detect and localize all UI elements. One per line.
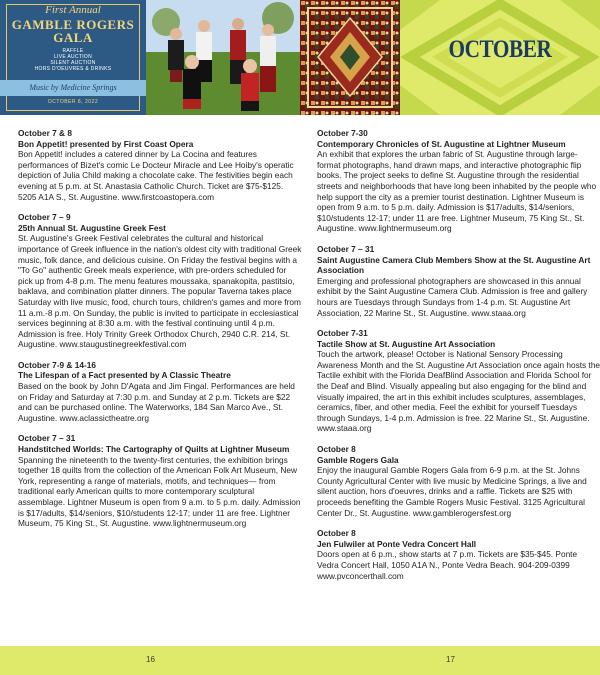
event-description: Emerging and professional photographers are showcased in this annual exhibit by the Saint Augustine Camera Club. Admission is free and gallery hours are Tuesdays through Sundays from 1-4 p.m. St. Augustine Art Association, 22 Marine St., St. Augustine. www.staaa.org bbox=[317, 275, 588, 318]
event-title: Handstitched Worlds: The Cartography of Quilts at Lightner Museum bbox=[18, 444, 290, 455]
event-lifespan-of-a-fact bbox=[18, 360, 302, 424]
event-title: Saint Augustine Camera Club Members Show at the St. Augustine Art Association bbox=[317, 254, 591, 276]
poster-detail-hors-doeuvres: HORS D'OEUVRES & DRINKS bbox=[34, 66, 112, 72]
poster-first-annual: First Annual bbox=[45, 4, 101, 16]
event-title: 25th Annual St. Augustine Greek Fest bbox=[18, 222, 166, 233]
poster-music-band: Music by Medicine Springs bbox=[0, 80, 146, 96]
event-description: Bon Appetit! includes a catered dinner by La Cocina and features performances of Bizet's comic Le Docteur Miracle and Lee Hoiby's operatic depiction of Julia Child making a chocolate cake. The festivities begin each evening at 5 p.m. at St. Anastasia Catholic Church. Ticket are $75-$125. 5205 A1A S., St. Augustine. www.firstcoastopera.com bbox=[18, 149, 294, 202]
event-handstitched-worlds bbox=[18, 433, 302, 528]
month-panel bbox=[400, 0, 600, 115]
poster-detail-live-auction: LIVE AUCTION bbox=[53, 54, 93, 60]
poster-detail-silent-auction: SILENT AUCTION bbox=[50, 60, 96, 66]
event-description: Touch the artwork, please! October is National Sensory Processing Awareness Month and the St. Augustine Art Association once again hosts the Tactile exhibit with the Florida DeafBlind Association and Florida School for the Deaf and Blind. Visually appealing but also engaging for the blind and visually impaired, the art in this exhibit includes sculptures, assemblages, ceramics, fiber, and other media. Feel the exhibit for yourself Tuesdays through Sundays, 1-4 p.m. Admission is free. 22 Marine St., St. Augustine. www.staaa.org bbox=[317, 349, 600, 434]
event-greek-fest bbox=[18, 212, 302, 350]
poster-title-line2: GALA bbox=[53, 30, 93, 45]
right-column-events bbox=[317, 128, 600, 591]
event-date: October 7-9 & 14-16 bbox=[18, 359, 96, 370]
left-column-events bbox=[18, 128, 302, 539]
event-description: Enjoy the inaugural Gamble Rogers Gala from 6-9 p.m. at the St. Johns County Agricultural Center with live music by Medicine Springs, a live and silent auction, hors d'oeuvres, drinks and a raffle. Tickets are $25 with proceeds benefiting the Gamble Rogers Music Festival. 3125 Agricultural Center Dr., St. Augustine. www.gamblerogersfest.org bbox=[317, 465, 587, 518]
event-bon-appetit bbox=[18, 128, 302, 202]
event-date: October 7-30 bbox=[317, 128, 368, 138]
event-title: Bon Appetit! presented by First Coast Opera bbox=[18, 138, 194, 149]
event-jen-fulwiler bbox=[317, 528, 600, 581]
event-description: Spanning the nineteenth to the twenty-first centuries, the exhibition brings together 18 quilts from the collection of the American Folk Art Museum, New York, representing a range of materials, motifs, and techniques— from traditional early American quilts to more contemporary sculptural assemblage. Lightner Museum is open from 9 a.m. to 5 p.m. daily. Admission is $17/adults, $14/seniors, $10/students 12-17; under 11 are free. Lightner Museum, 75 King St., St. Augustine. www.lightnermuseum.org bbox=[18, 454, 301, 529]
event-description: Doors open at 6 p.m., show starts at 7 p.m. Tickets are $35-$45. Ponte Vedra Concert Hall, 1050 A1A N., Ponte Vedra Beach. 904-209-0399 www.pvconcerthall.com bbox=[317, 549, 578, 581]
event-description: St. Augustine's Greek Festival celebrates the cultural and historical importance of Greek influence in the nation's oldest city with traditional Greek music, folk dance, and delicious cuisine. On Friday the festival begins with a "To Go" authentic Greek meals experience, with pre-orders scheduled for pick up from 4-8 p.m. The menu features moussaka, spanakopita, pastitsio, baklava, and combination platter dinners. The popular Taverna takes place Saturday with live music, food, church tours, children's games and more from 11 a.m.-8 p.m. On Sunday, the public is invited to participate in ecclesiastical services beginning at 8:30 a.m. with the festival continuing until 4 p.m. Admission is free. Holy Trinity Greek Orthodox Church, 2940 C.R. 214, St. Augustine. www.staugustinegreekfestival.com bbox=[18, 233, 302, 350]
event-date: October 7-31 bbox=[317, 328, 368, 339]
event-title: The Lifespan of a Fact presented by A Classic Theatre bbox=[18, 370, 231, 381]
dancers-illustration bbox=[146, 0, 300, 115]
month-title: OCTOBER bbox=[448, 36, 552, 63]
event-date: October 7 – 31 bbox=[317, 243, 375, 254]
gala-poster-image bbox=[0, 0, 146, 115]
poster-details bbox=[0, 48, 146, 72]
event-title: Jen Fulwiler at Ponte Vedra Concert Hall bbox=[317, 538, 477, 549]
page-number-left: 16 bbox=[146, 655, 155, 664]
event-title: Contemporary Chronicles of St. Augustine at Lightner Museum bbox=[317, 138, 566, 149]
quilt-photo bbox=[300, 0, 400, 115]
event-description: An exhibit that explores the urban fabric of St. Augustine through large-format photographs, hand drawn maps, and interactive photographic flip books. The project seeks to define St. Augustine through the residential streets and neighborhoods that have long been inhabited by the people who help support the city as a premier tourist destination. Lightner Museum is open from 9 a.m. to 5 p.m. daily. Admission is $17/adults, $14/seniors, $10/students 12-17; under 11 are free. Lightner Museum, 75 King St., St. Augustine. www.lightnermuseum.org bbox=[317, 149, 597, 234]
event-title: Gamble Rogers Gala bbox=[317, 454, 399, 465]
poster-detail-raffle: RAFFLE bbox=[62, 48, 84, 54]
event-date: October 8 bbox=[317, 444, 356, 455]
event-date: October 7 – 31 bbox=[18, 433, 76, 444]
event-contemporary-chronicles bbox=[317, 128, 600, 234]
event-date: October 7 & 8 bbox=[18, 128, 72, 138]
page-number-right: 17 bbox=[446, 655, 455, 664]
quilt-illustration bbox=[300, 0, 400, 115]
event-camera-club-show bbox=[317, 244, 600, 318]
event-date: October 8 bbox=[317, 528, 356, 539]
event-gamble-rogers-gala bbox=[317, 444, 600, 518]
event-date: October 7 – 9 bbox=[18, 212, 71, 223]
footer-bar bbox=[0, 646, 600, 675]
event-tactile-show bbox=[317, 328, 600, 434]
greek-dancers-photo bbox=[146, 0, 300, 115]
event-description: Based on the book by John D'Agata and Jim Fingal. Performances are held on Friday and Saturday at 7:30 p.m. and Sunday at 2 p.m. Tickets are $22 and can be purchased online. The Waterworks, 184 San Marco Ave., St. Augustine. www.aclassictheatre.org bbox=[18, 381, 295, 423]
event-title: Tactile Show at St. Augustine Art Association bbox=[317, 338, 496, 349]
poster-date: OCTOBER 8, 2022 bbox=[47, 99, 99, 105]
poster-title-line1: GAMBLE ROGERS bbox=[11, 17, 135, 32]
poster-title bbox=[0, 18, 146, 44]
header-banner bbox=[0, 0, 600, 115]
